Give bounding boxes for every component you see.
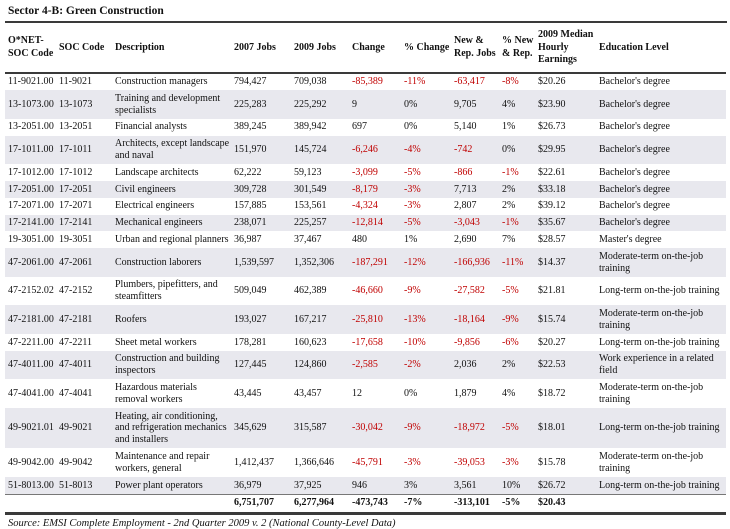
cell-change: -187,291	[352, 256, 388, 268]
cell-onet_soc_code: 19-3051.00	[8, 233, 54, 245]
cell-jobs_2007: 509,049	[234, 285, 267, 297]
cell-jobs_2007: 1,539,597	[234, 256, 274, 268]
cell-median_hourly_earnings_2009: $23.90	[538, 98, 566, 110]
cell-jobs_2007: 345,629	[234, 422, 267, 434]
cell-jobs_2007: 178,281	[234, 336, 267, 348]
cell-description: Hazardous materials removal workers	[115, 381, 197, 405]
cell-description: Roofers	[115, 313, 147, 325]
cell-description: Heating, air conditioning, and refrigeration mechanics and installers	[115, 410, 227, 446]
cell-description: Power plant operators	[115, 479, 203, 491]
cell-pct_new_rep: 7%	[502, 233, 516, 245]
cell-education_level	[599, 494, 726, 513]
cell-jobs_2009: 709,038	[294, 76, 327, 87]
cell-new_rep_jobs: -18,972	[454, 422, 485, 434]
cell-soc_code: 17-1012	[59, 166, 93, 178]
table-row	[5, 305, 726, 334]
cell-jobs_2007: 43,445	[234, 387, 262, 399]
cell-pct_change: -13%	[404, 313, 426, 325]
cell-education_level: Moderate-term on-the-job training	[599, 381, 704, 405]
column-header-soc_code: SOC Code	[59, 24, 115, 73]
cell-jobs_2009: 462,389	[294, 285, 327, 297]
cell-jobs_2007: 62,222	[234, 166, 262, 178]
cell-change: -45,791	[352, 456, 383, 468]
cell-onet_soc_code: 47-2061.00	[8, 256, 54, 268]
cell-onet_soc_code: 47-2152.02	[8, 285, 54, 297]
cell-pct_new_rep: -5%	[502, 497, 521, 509]
cell-description: Landscape architects	[115, 166, 199, 178]
column-header-pct_change: % Change	[404, 24, 454, 73]
table-row	[5, 90, 726, 119]
cell-jobs_2007: 151,970	[234, 144, 267, 156]
cell-change: 12	[352, 387, 362, 399]
cell-education_level: Bachelor's degree	[599, 183, 670, 195]
cell-description: Plumbers, pipefitters, and steamfitters	[115, 279, 218, 303]
cell-change: -12,814	[352, 217, 383, 229]
column-header-pct_new_rep: % New & Rep.	[502, 24, 538, 73]
cell-pct_new_rep: 2%	[502, 183, 516, 195]
header-row	[5, 24, 726, 73]
cell-jobs_2009: 59,123	[294, 166, 322, 178]
cell-jobs_2009: 124,860	[294, 359, 327, 371]
cell-new_rep_jobs: 2,690	[454, 233, 477, 245]
cell-jobs_2009: 6,277,964	[294, 497, 334, 509]
cell-soc_code: 49-9042	[59, 456, 93, 468]
cell-jobs_2009: 145,724	[294, 144, 327, 156]
cell-jobs_2007: 238,071	[234, 217, 267, 229]
cell-new_rep_jobs: -18,164	[454, 313, 485, 325]
cell-education_level: Bachelor's degree	[599, 217, 670, 229]
cell-description: Maintenance and repair workers, general	[115, 450, 210, 474]
cell-median_hourly_earnings_2009: $39.12	[538, 200, 566, 212]
cell-soc_code: 47-2152	[59, 285, 93, 297]
cell-onet_soc_code: 17-1012.00	[8, 166, 54, 178]
employment-table	[5, 24, 726, 515]
cell-change: -30,042	[352, 422, 383, 434]
cell-median_hourly_earnings_2009: $20.27	[538, 336, 566, 348]
cell-education_level: Bachelor's degree	[599, 144, 670, 156]
cell-pct_change: 1%	[404, 233, 418, 245]
cell-description: Mechanical engineers	[115, 217, 203, 229]
cell-jobs_2009: 37,467	[294, 233, 322, 245]
cell-pct_change: -9%	[404, 422, 421, 434]
cell-onet_soc_code: 13-1073.00	[8, 98, 54, 110]
table-row	[5, 119, 726, 136]
table-row	[5, 351, 726, 380]
cell-change: -2,585	[352, 359, 378, 371]
cell-jobs_2009: 1,352,306	[294, 256, 334, 268]
cell-pct_change: -10%	[404, 336, 426, 348]
column-header-change: Change	[352, 24, 404, 73]
cell-jobs_2007: 794,427	[234, 76, 267, 87]
cell-soc_code: 17-1011	[59, 144, 92, 156]
cell-pct_new_rep: -9%	[502, 313, 519, 325]
cell-description: Construction and building inspectors	[115, 353, 220, 377]
cell-median_hourly_earnings_2009: $26.72	[538, 479, 566, 491]
cell-new_rep_jobs: 2,807	[454, 200, 477, 212]
cell-description	[115, 494, 234, 513]
cell-new_rep_jobs: 2,036	[454, 359, 477, 371]
table-row	[5, 181, 726, 198]
cell-soc_code: 13-1073	[59, 98, 93, 110]
cell-change: 9	[352, 98, 357, 110]
column-header-jobs_2009: 2009 Jobs	[294, 24, 352, 73]
cell-pct_change: 0%	[404, 387, 418, 399]
cell-median_hourly_earnings_2009: $18.01	[538, 422, 566, 434]
column-header-jobs_2007: 2007 Jobs	[234, 24, 294, 73]
table-row	[5, 448, 726, 477]
cell-soc_code: 47-4011	[59, 359, 92, 371]
cell-new_rep_jobs: -63,417	[454, 76, 485, 87]
cell-jobs_2009: 225,292	[294, 98, 327, 110]
cell-education_level: Long-term on-the-job training	[599, 285, 720, 297]
cell-soc_code: 17-2141	[59, 217, 93, 229]
cell-soc_code: 47-4041	[59, 387, 93, 399]
cell-onet_soc_code: 11-9021.00	[8, 76, 54, 87]
cell-jobs_2009: 301,549	[294, 183, 327, 195]
cell-new_rep_jobs: -866	[454, 166, 473, 178]
table-row	[5, 379, 726, 408]
cell-new_rep_jobs: -742	[454, 144, 473, 156]
cell-jobs_2007: 309,728	[234, 183, 267, 195]
cell-onet_soc_code: 51-8013.00	[8, 479, 54, 491]
cell-onet_soc_code: 17-2051.00	[8, 183, 54, 195]
column-header-description: Description	[115, 24, 234, 73]
column-header-education_level: Education Level	[599, 24, 726, 73]
cell-median_hourly_earnings_2009: $15.78	[538, 456, 566, 468]
source-note: Source: EMSI Complete Employment - 2nd Quarter 2009 v. 2 (National County-Level Data)	[8, 517, 396, 529]
cell-soc_code: 49-9021	[59, 422, 93, 434]
table-row	[5, 477, 726, 494]
cell-new_rep_jobs: -166,936	[454, 256, 490, 268]
cell-education_level: Bachelor's degree	[599, 76, 670, 87]
cell-education_level: Moderate-term on-the-job training	[599, 307, 704, 331]
cell-description: Architects, except landscape and naval	[115, 138, 230, 161]
cell-education_level: Master's degree	[599, 233, 662, 245]
table-row	[5, 248, 726, 277]
cell-jobs_2007: 157,885	[234, 200, 267, 212]
cell-education_level: Moderate-term on-the-job training	[599, 250, 704, 274]
cell-jobs_2009: 37,925	[294, 479, 322, 491]
cell-education_level: Bachelor's degree	[599, 166, 670, 178]
cell-pct_new_rep: -5%	[502, 285, 519, 297]
cell-change: -46,660	[352, 285, 383, 297]
cell-jobs_2009: 1,366,646	[294, 456, 334, 468]
cell-pct_new_rep: -11%	[502, 256, 524, 268]
cell-new_rep_jobs: 9,705	[454, 98, 477, 110]
table-row	[5, 231, 726, 248]
cell-education_level: Work experience in a related field	[599, 353, 714, 377]
cell-change: -3,099	[352, 166, 378, 178]
table-row	[5, 73, 726, 91]
cell-pct_new_rep: 4%	[502, 387, 516, 399]
cell-median_hourly_earnings_2009: $20.26	[538, 76, 566, 87]
cell-soc_code: 11-9021	[59, 76, 92, 87]
cell-new_rep_jobs: 3,561	[454, 479, 477, 491]
cell-onet_soc_code: 49-9042.00	[8, 456, 54, 468]
cell-pct_change: 3%	[404, 479, 418, 491]
cell-new_rep_jobs: -39,053	[454, 456, 485, 468]
cell-jobs_2009: 160,623	[294, 336, 327, 348]
cell-pct_new_rep: 2%	[502, 359, 516, 371]
cell-jobs_2009: 153,561	[294, 200, 327, 212]
cell-median_hourly_earnings_2009: $35.67	[538, 217, 566, 229]
cell-education_level: Moderate-term on-the-job training	[599, 450, 704, 474]
table-row	[5, 215, 726, 232]
total-row	[5, 494, 726, 513]
cell-education_level: Long-term on-the-job training	[599, 336, 720, 348]
cell-median_hourly_earnings_2009: $28.57	[538, 233, 566, 245]
cell-pct_change: -3%	[404, 200, 421, 212]
cell-jobs_2007: 6,751,707	[234, 497, 274, 509]
cell-jobs_2009: 389,942	[294, 121, 327, 133]
cell-pct_change: -11%	[404, 76, 426, 87]
cell-pct_change: -2%	[404, 359, 421, 371]
cell-pct_new_rep: -1%	[502, 166, 519, 178]
cell-new_rep_jobs: 1,879	[454, 387, 477, 399]
table-row	[5, 408, 726, 448]
cell-median_hourly_earnings_2009: $20.43	[538, 497, 566, 509]
cell-jobs_2007: 1,412,437	[234, 456, 274, 468]
table-row	[5, 334, 726, 351]
cell-soc_code: 47-2061	[59, 256, 93, 268]
cell-onet_soc_code: 47-2211.00	[8, 336, 54, 348]
cell-onet_soc_code	[5, 494, 59, 513]
cell-new_rep_jobs: -313,101	[454, 497, 490, 509]
cell-education_level: Long-term on-the-job training	[599, 422, 720, 434]
column-header-onet_soc_code: O*NET-SOC Code	[5, 24, 59, 73]
cell-pct_change: -5%	[404, 217, 421, 229]
cell-soc_code: 47-2211	[59, 336, 92, 348]
cell-pct_new_rep: -6%	[502, 336, 519, 348]
cell-education_level: Bachelor's degree	[599, 200, 670, 212]
cell-pct_change: -9%	[404, 285, 421, 297]
cell-new_rep_jobs: 7,713	[454, 183, 477, 195]
cell-median_hourly_earnings_2009: $26.73	[538, 121, 566, 133]
cell-pct_change: -5%	[404, 166, 421, 178]
cell-jobs_2009: 43,457	[294, 387, 322, 399]
cell-pct_change: 0%	[404, 98, 418, 110]
cell-pct_new_rep: -1%	[502, 217, 519, 229]
cell-pct_change: -12%	[404, 256, 426, 268]
cell-change: -473,743	[352, 497, 388, 509]
cell-change: 946	[352, 479, 367, 491]
cell-median_hourly_earnings_2009: $14.37	[538, 256, 566, 268]
cell-pct_new_rep: -5%	[502, 422, 519, 434]
cell-description: Construction laborers	[115, 256, 202, 268]
table-row	[5, 164, 726, 181]
cell-change: -6,246	[352, 144, 378, 156]
cell-change: 480	[352, 233, 367, 245]
cell-onet_soc_code: 13-2051.00	[8, 121, 54, 133]
cell-median_hourly_earnings_2009: $21.81	[538, 285, 566, 297]
cell-soc_code: 17-2071	[59, 200, 93, 212]
cell-new_rep_jobs: -27,582	[454, 285, 485, 297]
cell-jobs_2007: 127,445	[234, 359, 267, 371]
cell-pct_change: -3%	[404, 456, 421, 468]
cell-median_hourly_earnings_2009: $22.61	[538, 166, 566, 178]
cell-description: Construction managers	[115, 76, 208, 87]
cell-change: -85,389	[352, 76, 383, 87]
cell-description: Financial analysts	[115, 121, 187, 133]
cell-description: Civil engineers	[115, 183, 176, 195]
cell-soc_code: 17-2051	[59, 183, 93, 195]
cell-pct_change: -3%	[404, 183, 421, 195]
cell-change: -25,810	[352, 313, 383, 325]
cell-new_rep_jobs: 5,140	[454, 121, 477, 133]
cell-description: Sheet metal workers	[115, 336, 197, 348]
cell-onet_soc_code: 47-4041.00	[8, 387, 54, 399]
cell-pct_change: -7%	[404, 497, 423, 509]
cell-jobs_2007: 225,283	[234, 98, 267, 110]
cell-new_rep_jobs: -9,856	[454, 336, 480, 348]
cell-soc_code	[59, 494, 115, 513]
cell-median_hourly_earnings_2009: $29.95	[538, 144, 566, 156]
cell-pct_new_rep: 0%	[502, 144, 516, 156]
cell-soc_code: 19-3051	[59, 233, 93, 245]
cell-soc_code: 51-8013	[59, 479, 93, 491]
cell-education_level: Long-term on-the-job training	[599, 479, 720, 491]
table-row	[5, 198, 726, 215]
cell-pct_new_rep: 10%	[502, 479, 521, 491]
cell-pct_new_rep: -8%	[502, 76, 519, 87]
cell-description: Electrical engineers	[115, 200, 195, 212]
cell-onet_soc_code: 17-2071.00	[8, 200, 54, 212]
cell-pct_change: -4%	[404, 144, 421, 156]
table-row	[5, 277, 726, 306]
cell-soc_code: 13-2051	[59, 121, 93, 133]
cell-change: -8,179	[352, 183, 378, 195]
cell-median_hourly_earnings_2009: $18.72	[538, 387, 566, 399]
cell-description: Training and development specialists	[115, 92, 221, 116]
cell-jobs_2007: 36,987	[234, 233, 262, 245]
column-header-new_rep_jobs: New & Rep. Jobs	[454, 24, 502, 73]
cell-pct_change: 0%	[404, 121, 418, 133]
cell-soc_code: 47-2181	[59, 313, 93, 325]
cell-education_level: Bachelor's degree	[599, 121, 670, 133]
cell-onet_soc_code: 47-4011.00	[8, 359, 54, 371]
column-header-median_hourly_earnings_2009: 2009 Median Hourly Earnings	[538, 24, 599, 73]
cell-education_level: Bachelor's degree	[599, 98, 670, 110]
cell-pct_new_rep: 1%	[502, 121, 516, 133]
cell-change: -4,324	[352, 200, 378, 212]
cell-change: 697	[352, 121, 367, 133]
cell-change: -17,658	[352, 336, 383, 348]
cell-jobs_2007: 389,245	[234, 121, 267, 133]
cell-description: Urban and regional planners	[115, 233, 229, 245]
cell-jobs_2009: 225,257	[294, 217, 327, 229]
cell-jobs_2009: 167,217	[294, 313, 327, 325]
page-title: Sector 4-B: Green Construction	[5, 3, 727, 23]
cell-jobs_2007: 193,027	[234, 313, 267, 325]
cell-median_hourly_earnings_2009: $15.74	[538, 313, 566, 325]
cell-new_rep_jobs: -3,043	[454, 217, 480, 229]
cell-jobs_2009: 315,587	[294, 422, 327, 434]
cell-pct_new_rep: -3%	[502, 456, 519, 468]
cell-onet_soc_code: 17-1011.00	[8, 144, 54, 156]
cell-pct_new_rep: 4%	[502, 98, 516, 110]
cell-median_hourly_earnings_2009: $33.18	[538, 183, 566, 195]
table-row	[5, 136, 726, 165]
cell-onet_soc_code: 47-2181.00	[8, 313, 54, 325]
cell-onet_soc_code: 17-2141.00	[8, 217, 54, 229]
cell-median_hourly_earnings_2009: $22.53	[538, 359, 566, 371]
cell-pct_new_rep: 2%	[502, 200, 516, 212]
cell-jobs_2007: 36,979	[234, 479, 262, 491]
table-body	[5, 73, 726, 514]
cell-onet_soc_code: 49-9021.01	[8, 422, 54, 434]
